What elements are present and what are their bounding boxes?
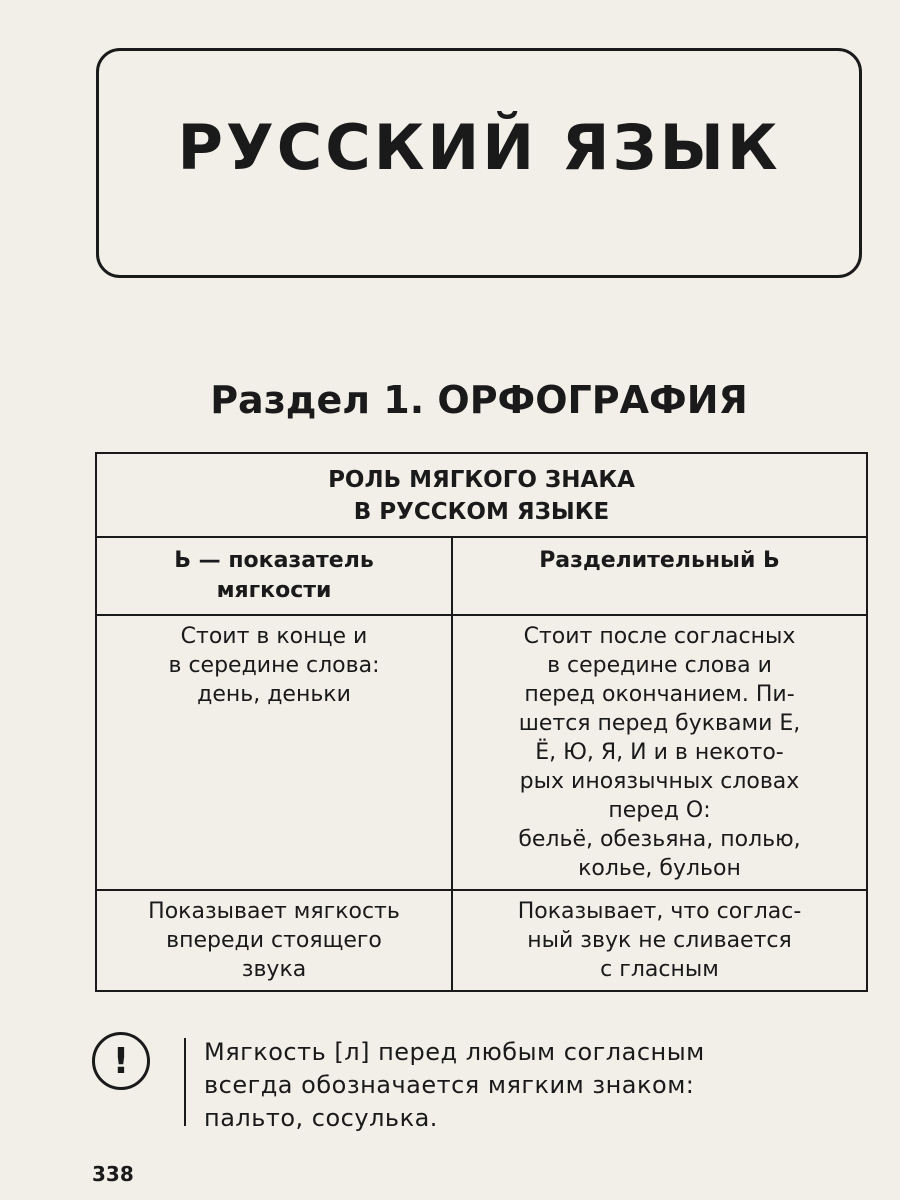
row1-col2-cell <box>452 615 867 890</box>
cell-line: перед О: <box>608 798 711 823</box>
note-line: Мягкость [л] перед любым согласным <box>204 1038 705 1066</box>
row2-col2-cell <box>452 890 867 991</box>
cell-line: день, деньки <box>197 682 351 707</box>
section-title: Раздел 1. ОРФОГРАФИЯ <box>210 378 748 422</box>
cell-line: Показывает, что соглас- <box>517 899 802 924</box>
cell-line: в середине слова: <box>168 653 380 678</box>
table-heading-line: РОЛЬ МЯГКОГО ЗНАКА <box>328 467 635 493</box>
note-text <box>204 1036 864 1135</box>
page-number: 338 <box>92 1162 134 1186</box>
cell-line: колье, бульон <box>578 856 741 881</box>
note-line: всегда обозначается мягким знаком: <box>204 1071 695 1099</box>
note-block <box>92 1030 872 1130</box>
table-heading-line: В РУССКОМ ЯЗЫКЕ <box>353 499 610 525</box>
cell-line: бельё, обезьяна, полью, <box>518 827 801 852</box>
cell-line: впереди стоящего <box>166 928 382 953</box>
table-heading <box>96 453 867 537</box>
col2-header-line: Разделительный Ь <box>539 548 780 573</box>
cell-line: шется перед буквами Е, <box>518 711 801 736</box>
cell-line: ный звук не сливается <box>527 928 792 953</box>
cell-line: звука <box>241 957 307 982</box>
cell-line: с гласным <box>600 957 719 982</box>
cell-line: Стоит в конце и <box>180 624 368 649</box>
cell-line: перед окончанием. Пи- <box>524 682 795 707</box>
col2-header <box>452 537 867 615</box>
page-title: РУССКИЙ ЯЗЫК <box>177 110 781 184</box>
row1-col1-cell <box>96 615 452 890</box>
title-box <box>96 48 862 278</box>
col1-header-line: мягкости <box>216 578 332 603</box>
note-divider <box>184 1038 186 1126</box>
rule-table <box>95 452 868 992</box>
cell-line: Ё, Ю, Я, И и в некото- <box>535 740 784 765</box>
cell-line: в середине слова и <box>547 653 772 678</box>
cell-line: Показывает мягкость <box>148 899 400 924</box>
exclamation-icon: ! <box>92 1032 150 1090</box>
cell-line: Стоит после согласных <box>523 624 796 649</box>
cell-line: рых иноязычных словах <box>519 769 800 794</box>
col1-header <box>96 537 452 615</box>
row2-col1-cell <box>96 890 452 991</box>
col1-header-line: Ь — показатель <box>174 548 374 573</box>
note-line: пальто, сосулька. <box>204 1104 438 1132</box>
